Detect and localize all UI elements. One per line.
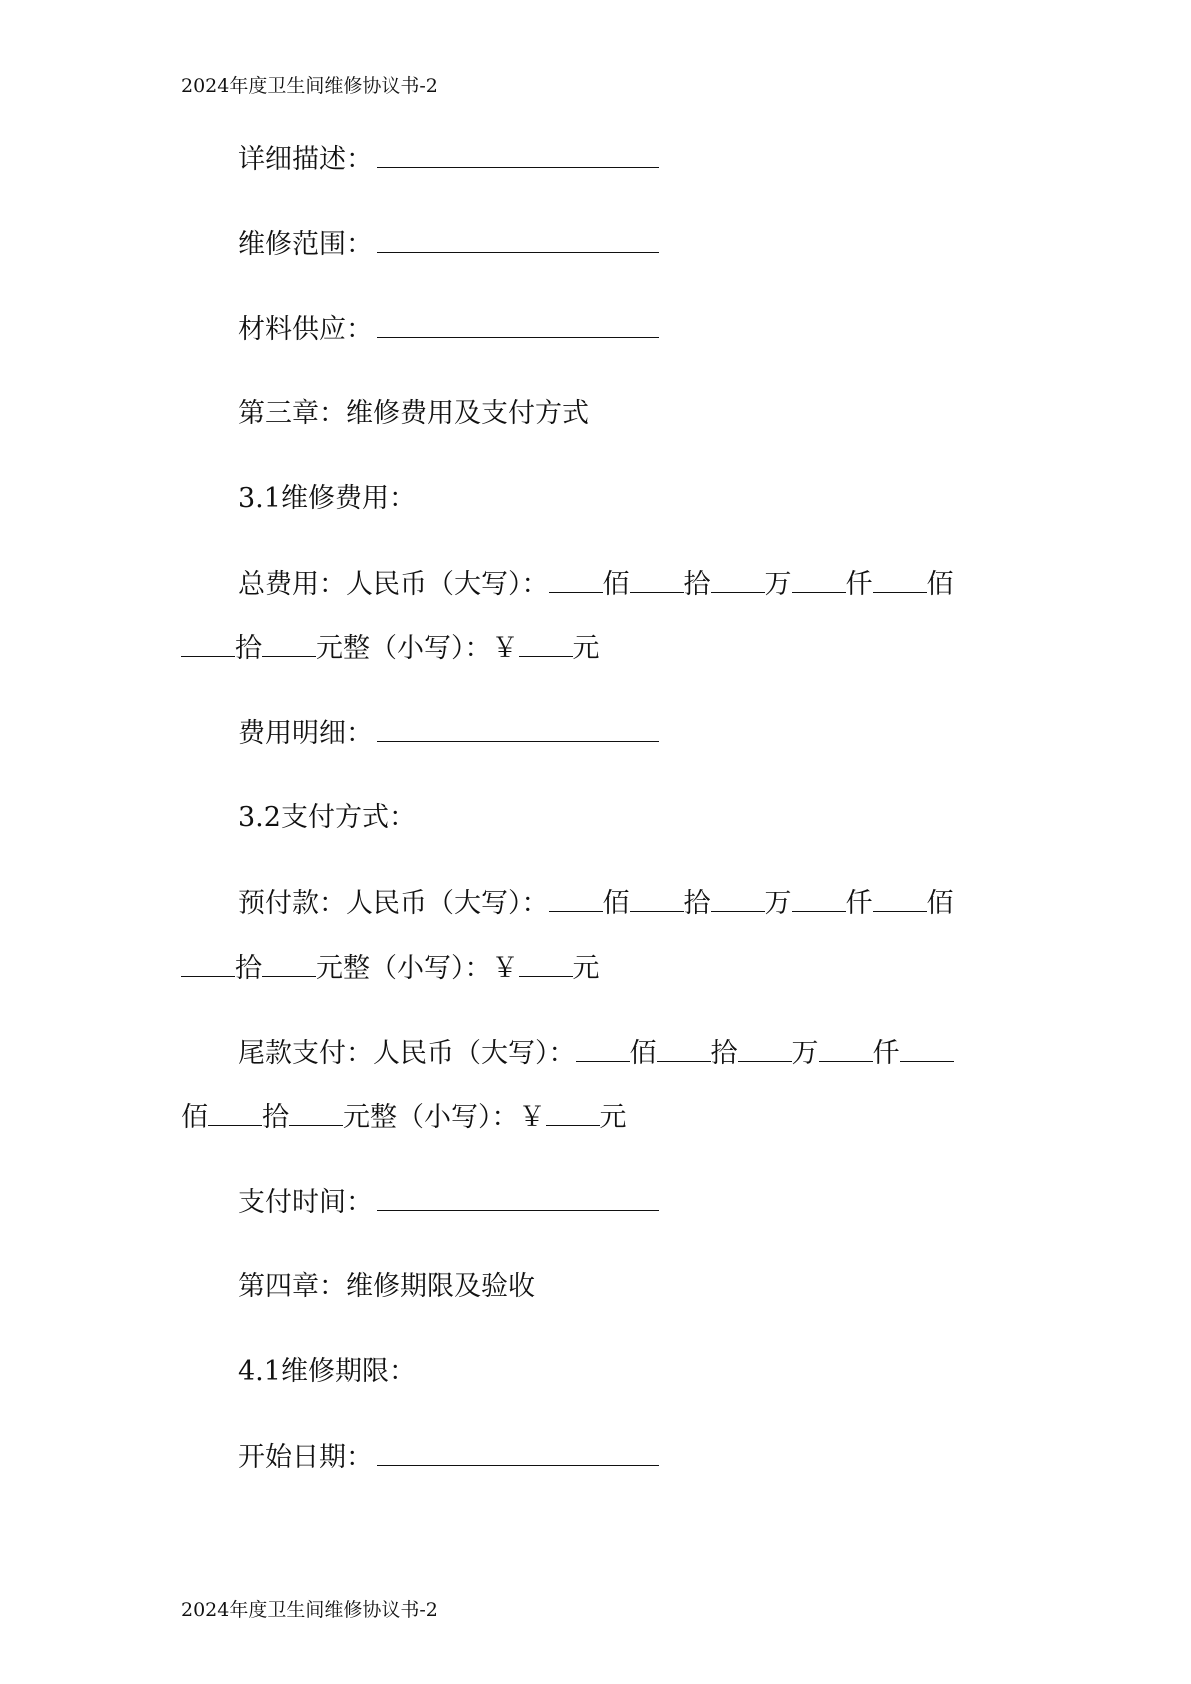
prepay-label: 预付款：人民币（大写）：: [238, 888, 549, 919]
blank[interactable]: [208, 1099, 262, 1126]
total-fee-line-1: [238, 566, 954, 603]
final-payment-line-1: [238, 1035, 954, 1072]
pay-time-field: [238, 1184, 659, 1221]
total-fee-label: 总费用：人民币（大写）：: [238, 569, 549, 600]
blank[interactable]: [630, 885, 684, 912]
blank[interactable]: [262, 630, 316, 657]
prepay-line-1: [238, 885, 954, 922]
unit-yuan-zheng: 元整（小写）：￥: [316, 953, 519, 984]
blank[interactable]: [711, 566, 765, 593]
blank[interactable]: [711, 885, 765, 912]
blank[interactable]: [630, 566, 684, 593]
unit-yuan: 元: [572, 633, 600, 664]
unit-bai: 佰: [602, 888, 630, 919]
blank[interactable]: [519, 950, 573, 977]
unit-shi: 拾: [683, 569, 711, 600]
detail-field: [238, 141, 659, 178]
prepay-line-2: [181, 950, 600, 987]
scope-field: [238, 226, 659, 263]
pay-time-blank[interactable]: [377, 1184, 659, 1211]
unit-bai: 佰: [629, 1038, 657, 1069]
pay-time-label: 支付时间：: [238, 1187, 373, 1218]
unit-bai: 佰: [926, 569, 954, 600]
fee-detail-label: 费用明细：: [238, 718, 373, 749]
page-footer: 2024年度卫生间维修协议书-2: [181, 1599, 438, 1621]
blank[interactable]: [549, 885, 603, 912]
start-date-blank[interactable]: [377, 1439, 659, 1466]
materials-label: 材料供应：: [238, 314, 373, 345]
blank[interactable]: [873, 885, 927, 912]
fee-detail-blank[interactable]: [377, 715, 659, 742]
final-payment-label: 尾款支付：人民币（大写）：: [238, 1038, 576, 1069]
unit-bai: 佰: [602, 569, 630, 600]
blank[interactable]: [549, 566, 603, 593]
unit-wan: 万: [791, 1038, 819, 1069]
unit-shi: 拾: [683, 888, 711, 919]
blank[interactable]: [738, 1035, 792, 1062]
unit-bai: 佰: [926, 888, 954, 919]
scope-label: 维修范围：: [238, 229, 373, 260]
unit-shi: 拾: [710, 1038, 738, 1069]
fee-detail-field: [238, 715, 659, 752]
unit-qian: 仟: [845, 888, 873, 919]
unit-yuan-zheng: 元整（小写）：￥: [316, 633, 519, 664]
unit-yuan: 元: [572, 953, 600, 984]
section-3-1: 3.1维修费用：: [238, 483, 416, 514]
start-date-label: 开始日期：: [238, 1442, 373, 1473]
section-4-1: 4.1维修期限：: [238, 1356, 416, 1387]
unit-shi: 拾: [262, 1102, 289, 1133]
page-header: 2024年度卫生间维修协议书-2: [181, 75, 438, 97]
total-fee-line-2: [181, 630, 600, 667]
unit-yuan: 元: [599, 1102, 627, 1133]
detail-blank[interactable]: [377, 141, 659, 168]
chapter3-title: 第三章：维修费用及支付方式: [238, 398, 589, 429]
unit-yuan-zheng: 元整（小写）：￥: [343, 1102, 546, 1133]
blank[interactable]: [519, 630, 573, 657]
materials-field: [238, 311, 659, 348]
unit-wan: 万: [764, 569, 792, 600]
final-payment-line-2: [181, 1099, 627, 1136]
blank[interactable]: [792, 566, 846, 593]
unit-shi: 拾: [235, 953, 262, 984]
materials-blank[interactable]: [377, 311, 659, 338]
blank[interactable]: [873, 566, 927, 593]
blank[interactable]: [289, 1099, 343, 1126]
unit-bai: 佰: [181, 1102, 208, 1133]
unit-wan: 万: [764, 888, 792, 919]
blank[interactable]: [546, 1099, 600, 1126]
chapter4-title: 第四章：维修期限及验收: [238, 1271, 535, 1302]
blank[interactable]: [181, 630, 235, 657]
scope-blank[interactable]: [377, 226, 659, 253]
unit-qian: 仟: [845, 569, 873, 600]
section-3-2: 3.2支付方式：: [238, 802, 416, 833]
unit-qian: 仟: [872, 1038, 900, 1069]
blank[interactable]: [900, 1035, 954, 1062]
start-date-field: [238, 1439, 659, 1476]
blank[interactable]: [792, 885, 846, 912]
blank[interactable]: [181, 950, 235, 977]
blank[interactable]: [819, 1035, 873, 1062]
unit-shi: 拾: [235, 633, 262, 664]
blank[interactable]: [576, 1035, 630, 1062]
blank[interactable]: [262, 950, 316, 977]
blank[interactable]: [657, 1035, 711, 1062]
detail-label: 详细描述：: [238, 144, 373, 175]
